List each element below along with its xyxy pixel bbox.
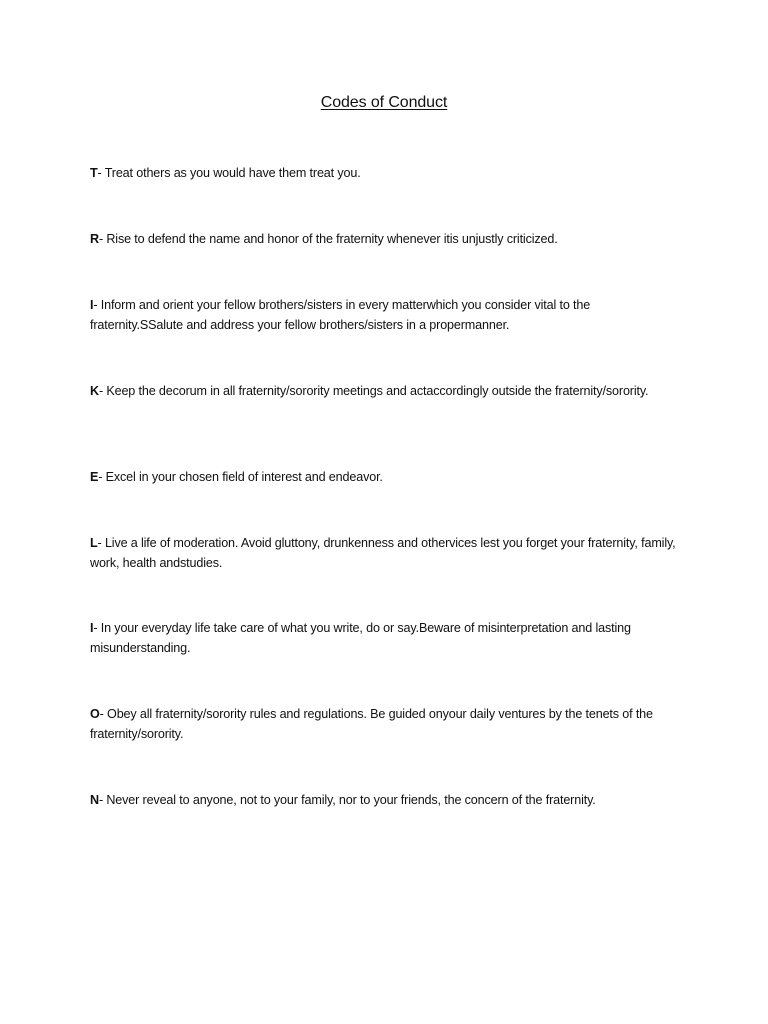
- code-text: - Keep the decorum in all fraternity/sorority meetings and actaccordingly outside the fraternity/sorority.: [98, 384, 649, 398]
- code-item-t: [90, 163, 680, 183]
- code-letter: T: [90, 166, 98, 180]
- code-letter: O: [90, 707, 100, 721]
- code-letter: K: [90, 384, 99, 398]
- code-letter: E: [90, 470, 99, 484]
- code-item-k: [90, 381, 680, 401]
- code-letter: N: [90, 793, 99, 807]
- code-text: - Live a life of moderation. Avoid gluttony, drunkenness and othervices lest you forget your fraternity, family, work, health andstudies.: [90, 536, 676, 570]
- code-text: - Treat others as you would have them treat you.: [97, 166, 361, 180]
- code-text: - Inform and orient your fellow brothers/sisters in every matterwhich you consider vital to the fraternity.SSalute and address your fellow brothers/sisters in a propermanner.: [90, 298, 591, 332]
- code-text: - Excel in your chosen field of interest and endeavor.: [98, 470, 383, 484]
- code-item-o: [90, 704, 680, 744]
- code-text: - Rise to defend the name and honor of the fraternity whenever itis unjustly criticized.: [98, 232, 558, 246]
- code-letter: L: [90, 536, 98, 550]
- code-item-r: [90, 229, 680, 249]
- code-item-n: [90, 790, 680, 810]
- code-letter: R: [90, 232, 99, 246]
- page-title: Codes of Conduct: [320, 94, 448, 111]
- code-item-i-second: [90, 618, 680, 658]
- code-letter: I: [90, 298, 94, 312]
- code-letter: I: [90, 621, 94, 635]
- code-item-i-first: [90, 295, 680, 335]
- code-item-e: [90, 467, 680, 487]
- code-text: - In your everyday life take care of what you write, do or say.Beware of misinterpretation and lasting misunderstanding.: [90, 621, 631, 655]
- code-text: - Never reveal to anyone, not to your family, nor to your friends, the concern of the fraternity.: [98, 793, 596, 807]
- code-item-l: [90, 533, 680, 573]
- code-text: - Obey all fraternity/sorority rules and regulations. Be guided onyour daily ventures by the tenets of the fraternity/sorority.: [90, 707, 653, 741]
